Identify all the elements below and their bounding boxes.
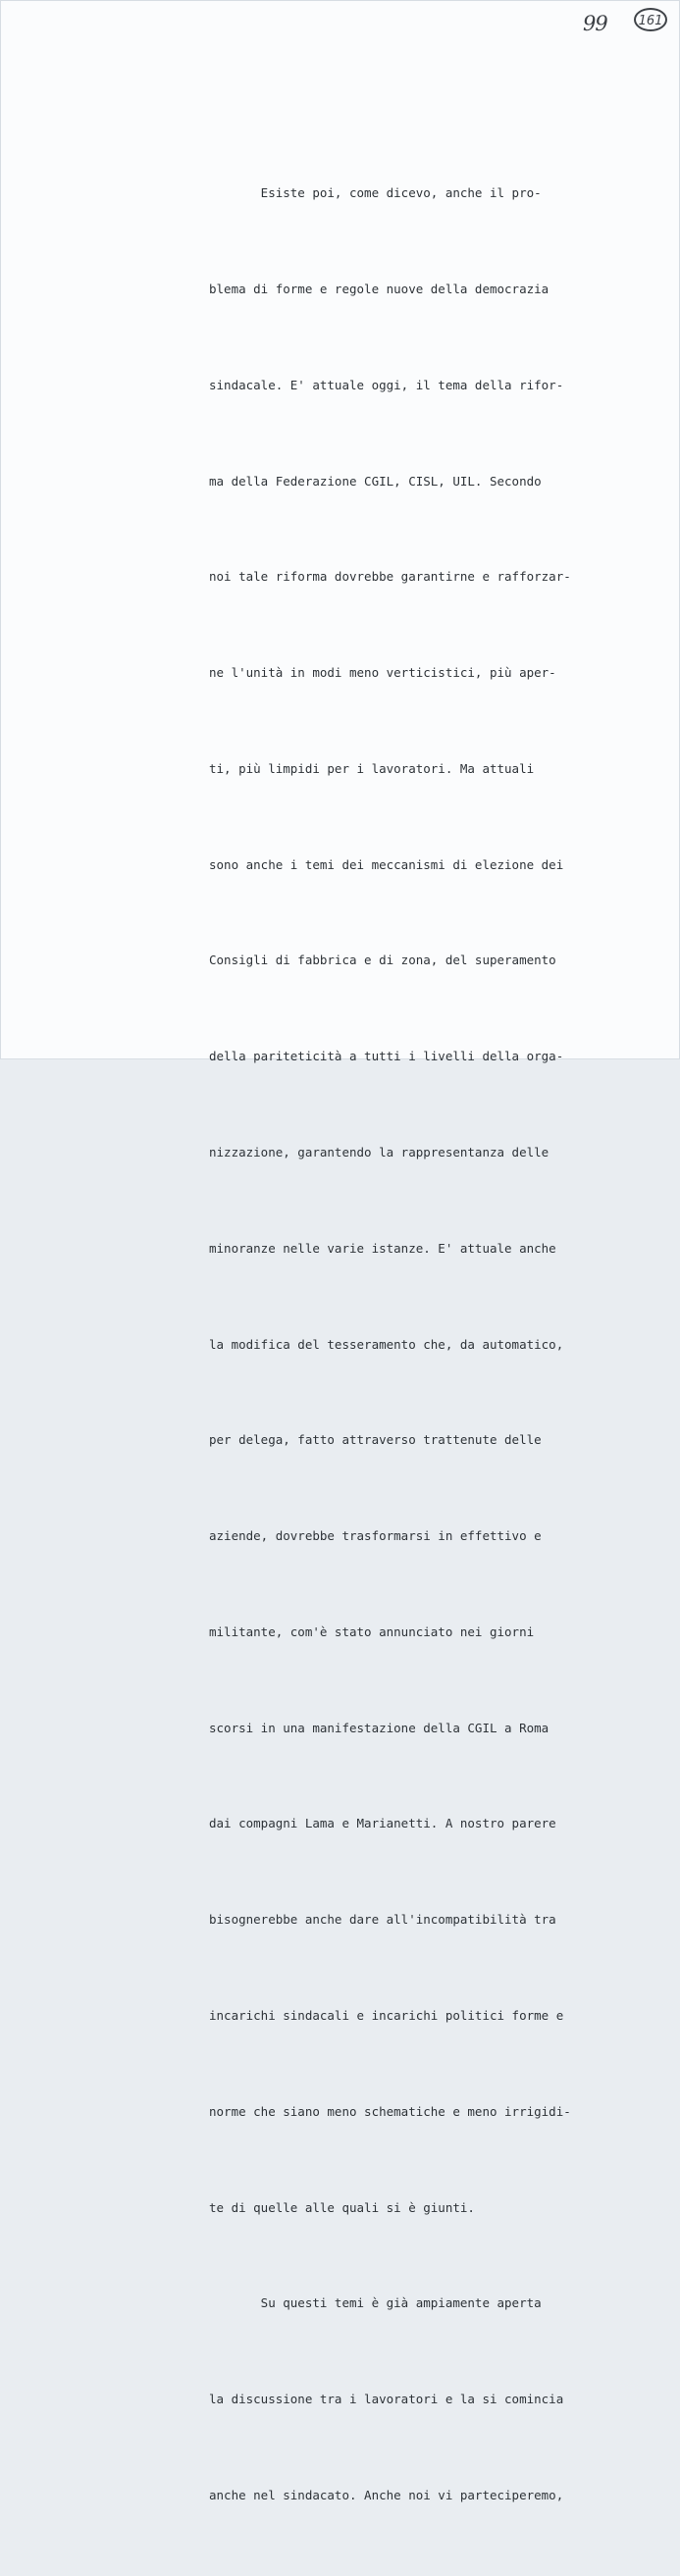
text-line: Esiste poi, come dicevo, anche il pro- [209, 185, 542, 201]
text-line: noi tale riforma dovrebbe garantirne e rafforzar- [209, 569, 571, 585]
text-line: anche nel sindacato. Anche noi vi parteciperemo, [209, 2487, 564, 2502]
text-line: la modifica del tesseramento che, da automatico, [209, 1336, 564, 1352]
text-line: scorsi in una manifestazione della CGIL a Roma [209, 1720, 549, 1735]
handwritten-page-number: 99 [583, 12, 607, 35]
typed-body-text [209, 114, 571, 2576]
text-line: ma della Federazione CGIL, CISL, UIL. Secondo [209, 473, 542, 489]
text-line: te di quelle alle quali si è giunti. [209, 2199, 475, 2215]
text-line: nizzazione, garantendo la rappresentanza delle [209, 1145, 549, 1159]
text-line: dai compagni Lama e Marianetti. A nostro parere [209, 1816, 556, 1831]
text-line: sindacale. E' attuale oggi, il tema della rifor- [209, 377, 564, 392]
circled-page-number: 161 [634, 8, 667, 31]
text-line: aziende, dovrebbe trasformarsi in effettivo e [209, 1528, 542, 1544]
text-line: Su questi temi è già ampiamente aperta [209, 2295, 542, 2311]
text-line: incarichi sindacali e incarichi politici forme e [209, 2008, 564, 2024]
text-line: Consigli di fabbrica e di zona, del superamento [209, 953, 556, 968]
text-line: ti, più limpidi per i lavoratori. Ma attuali [209, 760, 535, 776]
text-line: minoranze nelle varie istanze. E' attuale anche [209, 1240, 556, 1256]
text-line: ne l'unità in modi meno verticistici, più aper- [209, 665, 556, 681]
text-line: blema di forme e regole nuove della democrazia [209, 281, 549, 296]
text-line: la discussione tra i lavoratori e la si comincia [209, 2392, 564, 2407]
text-line: bisognerebbe anche dare all'incompatibilità tra [209, 1912, 556, 1928]
text-line: della pariteticità a tutti i livelli della orga- [209, 1049, 564, 1064]
text-line: sono anche i temi dei meccanismi di elezione dei [209, 856, 564, 872]
text-line: per delega, fatto attraverso trattenute delle [209, 1432, 542, 1448]
text-line: militante, com'è stato annunciato nei giorni [209, 1623, 535, 1639]
text-line: norme che siano meno schematiche e meno irrigidi- [209, 2103, 571, 2119]
